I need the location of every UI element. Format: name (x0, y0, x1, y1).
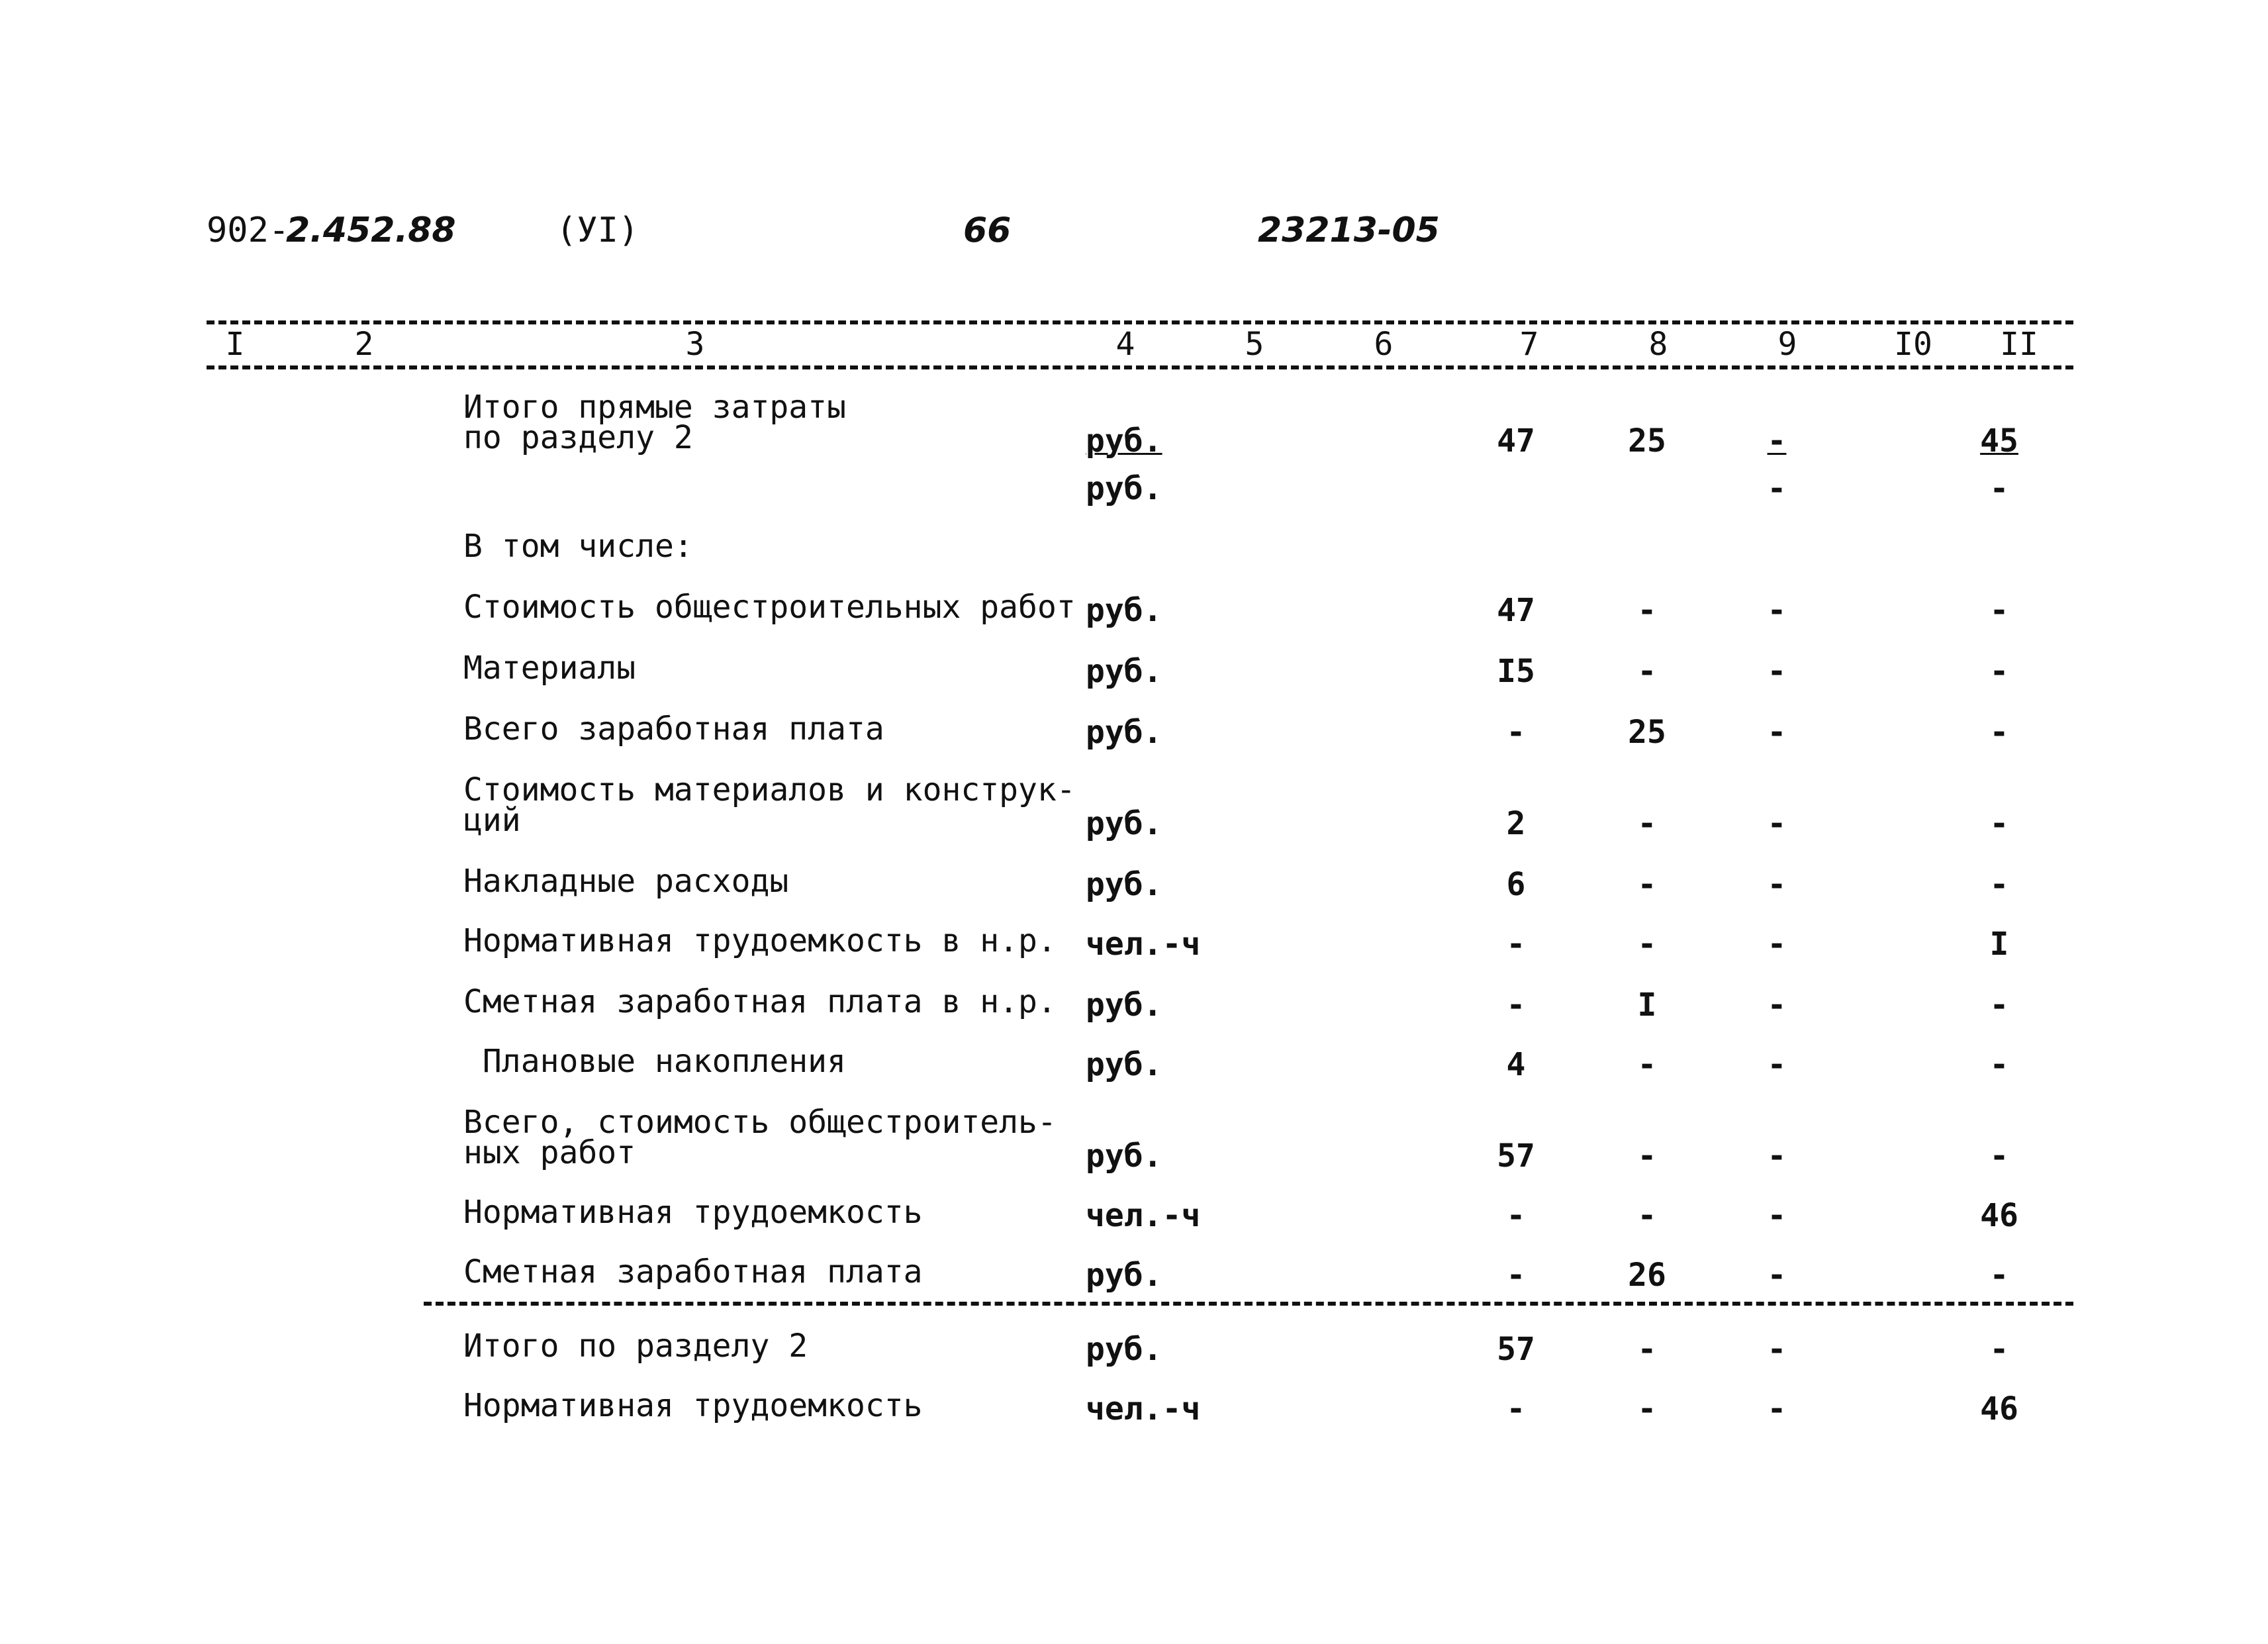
row-unit: руб. (1086, 1137, 1162, 1175)
row-value: - (1989, 1137, 2009, 1175)
doc-prefix: 902- (207, 211, 290, 250)
row-value: 47 (1497, 422, 1535, 459)
column-number: 5 (1245, 326, 1264, 363)
row-value: - (1637, 1331, 1657, 1368)
column-number: I0 (1894, 326, 1932, 363)
column-number: 3 (685, 326, 705, 363)
page-number: 66 (963, 211, 1012, 250)
row-unit: руб. (1086, 422, 1162, 459)
row-value: 25 (1628, 422, 1666, 459)
row-value: - (1637, 1046, 1657, 1083)
row-value: - (1767, 1197, 1787, 1234)
row-value: - (1506, 926, 1526, 963)
row-value: - (1637, 805, 1657, 842)
row-label: В том числе: (463, 528, 693, 565)
row-value: - (1767, 653, 1787, 690)
row-value: - (1989, 1046, 2009, 1083)
row-value: - (1767, 470, 1787, 507)
row-value: - (1767, 987, 1787, 1024)
column-number: 8 (1648, 326, 1668, 363)
row-unit: руб. (1086, 470, 1162, 507)
row-unit: руб. (1086, 1331, 1162, 1368)
row-value: 26 (1628, 1257, 1666, 1294)
row-value: - (1989, 592, 2009, 629)
row-value: - (1989, 805, 2009, 842)
row-unit: руб. (1086, 1257, 1162, 1294)
row-value: - (1767, 805, 1787, 842)
row-value: I (1989, 926, 2009, 963)
row-value: - (1637, 653, 1657, 690)
row-value: - (1506, 1390, 1526, 1427)
row-label: Накладные расходы (463, 863, 789, 900)
row-value: I (1637, 987, 1657, 1024)
row-value: 46 (1980, 1390, 2018, 1427)
row-label: Итого по разделу 2 (463, 1328, 808, 1365)
row-value: - (1506, 714, 1526, 751)
row-value: - (1989, 470, 2009, 507)
row-label: Материалы (463, 650, 636, 687)
row-value: - (1989, 714, 2009, 751)
column-number: I (225, 326, 245, 363)
row-value: - (1506, 1197, 1526, 1234)
row-label: Итого прямые затраты по разделу 2 (463, 389, 846, 456)
header-rule-top (207, 320, 2073, 324)
row-value: - (1767, 1137, 1787, 1175)
doc-suffix: 2.452.88 (286, 211, 456, 250)
row-value: - (1767, 1331, 1787, 1368)
row-value: - (1637, 592, 1657, 629)
row-label: Нормативная трудоемкость (463, 1387, 923, 1424)
row-value: - (1989, 1257, 2009, 1294)
volume-label: (УI) (556, 211, 639, 250)
row-unit: чел.-ч (1086, 1390, 1201, 1427)
row-label: Плановые накопления (463, 1043, 846, 1080)
column-number: 2 (354, 326, 374, 363)
row-value: 4 (1506, 1046, 1526, 1083)
row-label: Сметная заработная плата (463, 1253, 923, 1290)
column-number: II (2000, 326, 2038, 363)
row-value: - (1767, 1046, 1787, 1083)
document-code: 23213-05 (1258, 211, 1440, 250)
row-unit: руб. (1086, 714, 1162, 751)
row-value: 2 (1506, 805, 1526, 842)
row-label: Стоимость общестроительных работ (463, 589, 1076, 626)
row-label: Нормативная трудоемкость в н.р. (463, 922, 1057, 959)
row-value: - (1637, 1197, 1657, 1234)
row-value: - (1637, 1390, 1657, 1427)
row-value: - (1767, 422, 1787, 459)
row-value: 57 (1497, 1331, 1535, 1368)
row-value: 45 (1980, 422, 2018, 459)
row-value: - (1637, 866, 1657, 903)
row-value: - (1767, 866, 1787, 903)
section-separator (424, 1302, 2073, 1306)
row-value: 47 (1497, 592, 1535, 629)
header-rule-bottom (207, 365, 2073, 369)
row-value: 25 (1628, 714, 1666, 751)
row-value: - (1767, 1390, 1787, 1427)
row-label: Нормативная трудоемкость (463, 1194, 923, 1231)
row-unit: руб. (1086, 987, 1162, 1024)
row-unit: руб. (1086, 866, 1162, 903)
column-number: 4 (1115, 326, 1135, 363)
row-value: - (1989, 1331, 2009, 1368)
row-value: 6 (1506, 866, 1526, 903)
column-number: 7 (1519, 326, 1539, 363)
column-number: 9 (1777, 326, 1797, 363)
row-label: Всего, стоимость общестроитель- ных работ (463, 1104, 1057, 1171)
row-value: - (1767, 714, 1787, 751)
row-value: - (1989, 866, 2009, 903)
row-value: - (1767, 926, 1787, 963)
row-value: - (1637, 926, 1657, 963)
row-value: - (1506, 1257, 1526, 1294)
row-label: Всего заработная плата (463, 710, 884, 748)
row-unit: руб. (1086, 805, 1162, 842)
row-value: - (1989, 653, 2009, 690)
row-unit: чел.-ч (1086, 1197, 1201, 1234)
row-label: Сметная заработная плата в н.р. (463, 983, 1057, 1020)
column-number: 6 (1374, 326, 1394, 363)
row-value: 57 (1497, 1137, 1535, 1175)
row-label: Стоимость материалов и конструк- ций (463, 771, 1076, 839)
row-value: - (1767, 592, 1787, 629)
row-unit: руб. (1086, 1046, 1162, 1083)
row-value: - (1637, 1137, 1657, 1175)
row-unit: руб. (1086, 653, 1162, 690)
row-unit: руб. (1086, 592, 1162, 629)
row-unit: чел.-ч (1086, 926, 1201, 963)
row-value: - (1989, 987, 2009, 1024)
row-value: - (1506, 987, 1526, 1024)
row-value: I5 (1497, 653, 1535, 690)
row-value: - (1767, 1257, 1787, 1294)
row-value: 46 (1980, 1197, 2018, 1234)
